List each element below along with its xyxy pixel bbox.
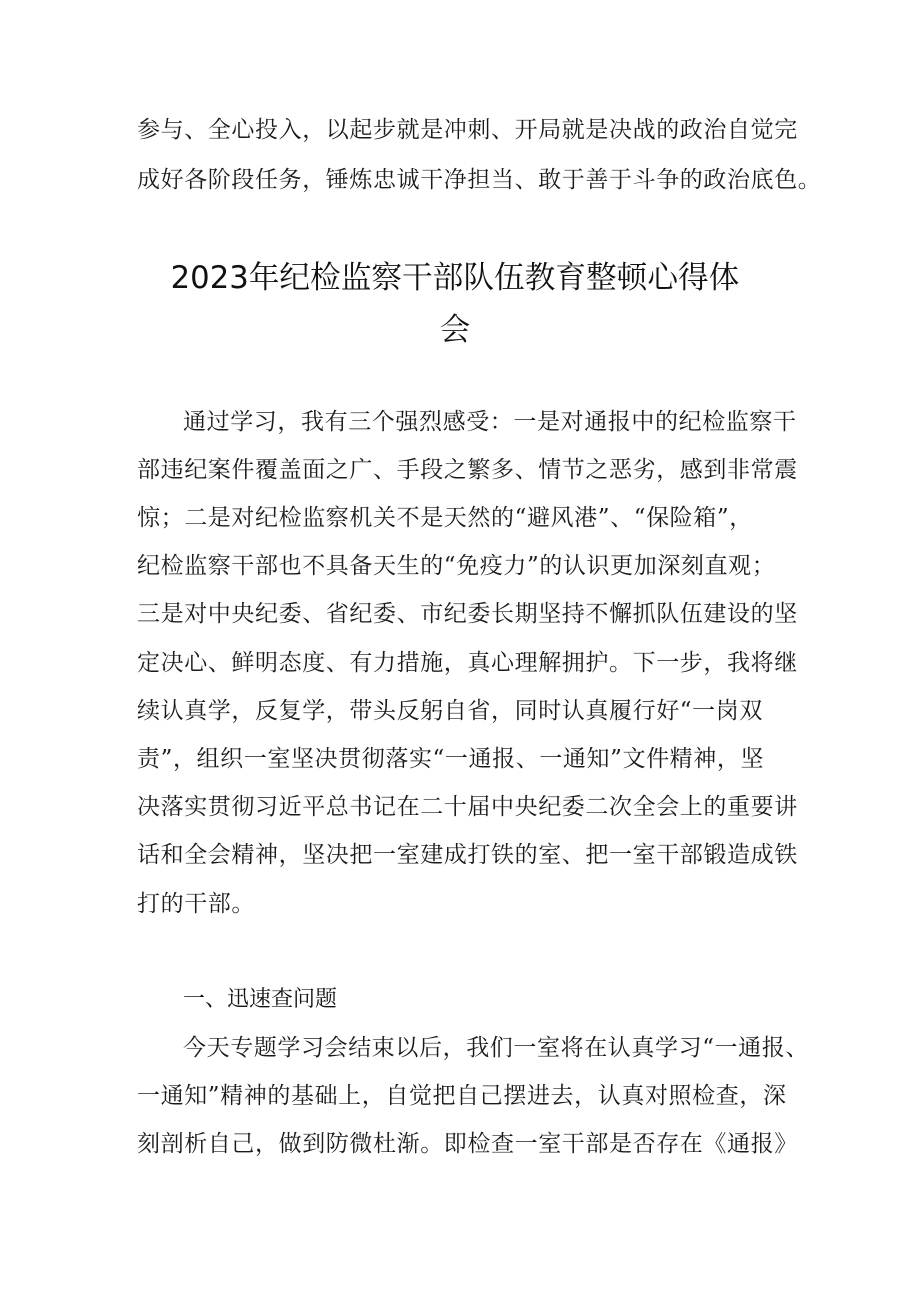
- paragraph2-line-3: 刻剖析自己，做到防微杜渐。即检查一室干部是否存在《通报》: [137, 1131, 798, 1157]
- paragraph1-line-7: 续认真学，反复学，带头反躬自省，同时认真履行好“一岗双: [137, 698, 763, 724]
- intro-line-1: 参与、全心投入，以起步就是冲刺、开局就是决战的政治自觉完: [137, 117, 798, 143]
- paragraph1-line-6: 定决心、鲜明态度、有力措施，真心理解拥护。下一步，我将继: [137, 650, 798, 676]
- document-title-line-2: 会: [439, 312, 471, 348]
- paragraph1-line-3: 惊；二是对纪检监察机关不是天然的“避风港”、“保险箱”，: [137, 505, 753, 531]
- paragraph1-line-11: 打的干部。: [137, 891, 255, 917]
- paragraph1-line-5: 三是对中央纪委、省纪委、市纪委长期坚持不懈抓队伍建设的坚: [137, 601, 798, 627]
- paragraph2-line-1: 今天专题学习会结束以后，我们一室将在认真学习“一通报、: [183, 1035, 809, 1061]
- intro-line-2: 成好各阶段任务，锤炼忠诚干净担当、敢于善于斗争的政治底色。: [137, 167, 822, 193]
- section-heading: 一、迅速查问题: [183, 987, 338, 1012]
- paragraph1-line-8: 责”，组织一室坚决贯彻落实“一通报、一通知”文件精神，坚: [137, 746, 765, 772]
- document-title-line-1: 2023年纪检监察干部队伍教育整顿心得体: [170, 260, 740, 296]
- paragraph1-line-10: 话和全会精神，坚决把一室建成打铁的室、把一室干部锻造成铁: [137, 842, 798, 868]
- paragraph1-line-1: 通过学习，我有三个强烈感受：一是对通报中的纪检监察干: [183, 409, 797, 435]
- paragraph1-line-2: 部违纪案件覆盖面之广、手段之繁多、情节之恶劣，感到非常震: [137, 457, 798, 483]
- paragraph2-line-2: 一通知”精神的基础上，自觉把自己摆进去，认真对照检查，深: [137, 1083, 787, 1109]
- paragraph1-line-9: 决落实贯彻习近平总书记在二十届中央纪委二次全会上的重要讲: [137, 794, 798, 820]
- paragraph1-line-4: 纪检监察干部也不具备天生的“免疫力”的认识更加深刻直观；: [137, 553, 776, 579]
